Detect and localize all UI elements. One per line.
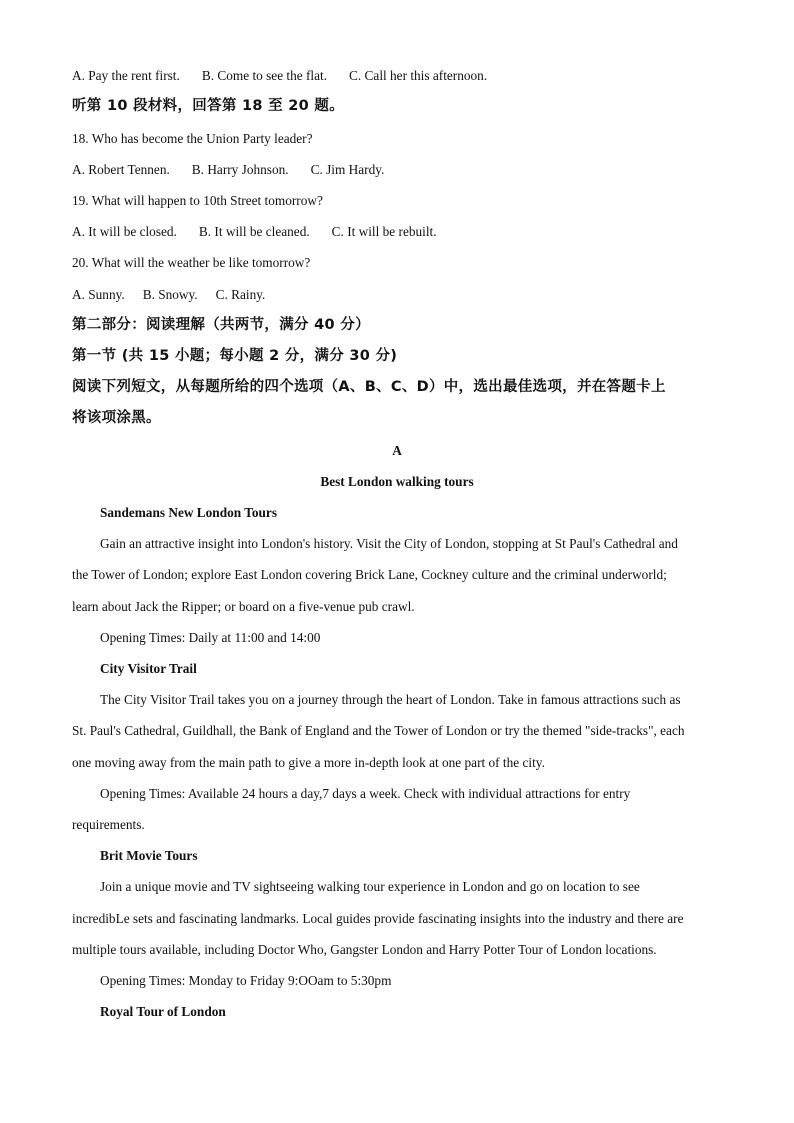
brit-movie-desc-line-3: multiple tours available, including Doctor Who, Gangster London and Harry Potter Tour of London locations. [72,942,657,957]
q20-option-c: C. Rainy. [215,287,266,302]
q17-option-b: B. Come to see the flat. [201,68,328,83]
tour-name-brit-movie: Brit Movie Tours [100,848,198,863]
city-visitor-desc-line-3: one moving away from the main path to give a more in-depth look at one part of the city. [72,755,545,770]
instructions-line-2: 将该项涂黑。 [72,410,161,426]
q18-question: 18. Who has become the Union Party leader? [72,131,313,146]
city-visitor-opening-line-2: requirements. [72,817,145,832]
part2-title: 第二部分：阅读理解（共两节，满分 40 分） [72,317,370,333]
sandemans-opening-times: Opening Times: Daily at 11:00 and 14:00 [100,630,321,645]
instructions-line-1: 阅读下列短文，从每题所给的四个选项（A、B、C、D）中，选出最佳选项，并在答题卡上 [72,379,666,395]
city-visitor-desc-line-1: The City Visitor Trail takes you on a journey through the heart of London. Take in famous attractions such as [100,692,681,707]
tour-name-city-visitor-trail: City Visitor Trail [100,661,197,676]
brit-movie-desc-line-2: incredibLe sets and fascinating landmarks. Local guides provide fascinating insights into the industry and there are [72,911,684,926]
q19-option-a: A. It will be closed. [72,224,177,239]
sandemans-desc-line-2: the Tower of London; explore East London covering Brick Lane, Cockney culture and the criminal underworld; [72,567,667,582]
q18-option-a: A. Robert Tennen. [72,162,170,177]
sandemans-desc-line-1: Gain an attractive insight into London's history. Visit the City of London, stopping at St Paul's Cathedral and [100,536,678,551]
q18-option-c: C. Jim Hardy. [310,162,385,177]
q17-option-c: C. Call her this afternoon. [349,68,488,83]
passage-letter: A [392,443,402,458]
q19-option-c: C. It will be rebuilt. [331,224,437,239]
q20-question: 20. What will the weather be like tomorrow? [72,255,311,270]
section-heading-material-10: 听第 10 段材料，回答第 18 至 20 题。 [72,98,345,114]
tour-name-royal: Royal Tour of London [100,1004,226,1019]
section1-title: 第一节 (共 15 小题；每小题 2 分，满分 30 分) [72,348,398,364]
q20-option-a: A. Sunny. [72,287,125,302]
city-visitor-desc-line-2: St. Paul's Cathedral, Guildhall, the Bank of England and the Tower of London or try the themed "side-tracks", each [72,723,685,738]
q19-options [72,223,437,241]
brit-movie-desc-line-1: Join a unique movie and TV sightseeing walking tour experience in London and go on location to see [100,879,640,894]
q17-options [72,67,487,85]
sandemans-desc-line-3: learn about Jack the Ripper; or board on a five-venue pub crawl. [72,599,415,614]
q18-option-b: B. Harry Johnson. [191,162,289,177]
q18-options [72,161,384,179]
tour-name-sandemans: Sandemans New London Tours [100,505,277,520]
passage-title: Best London walking tours [320,474,474,489]
city-visitor-opening-line-1: Opening Times: Available 24 hours a day,7 days a week. Check with individual attractions for entry [100,786,631,801]
q19-question: 19. What will happen to 10th Street tomorrow? [72,193,323,208]
q19-option-b: B. It will be cleaned. [198,224,310,239]
q17-option-a: A. Pay the rent first. [72,68,180,83]
q20-option-b: B. Snowy. [142,287,198,302]
q20-options [72,286,265,304]
brit-movie-opening-times: Opening Times: Monday to Friday 9:OOam to 5:30pm [100,973,392,988]
